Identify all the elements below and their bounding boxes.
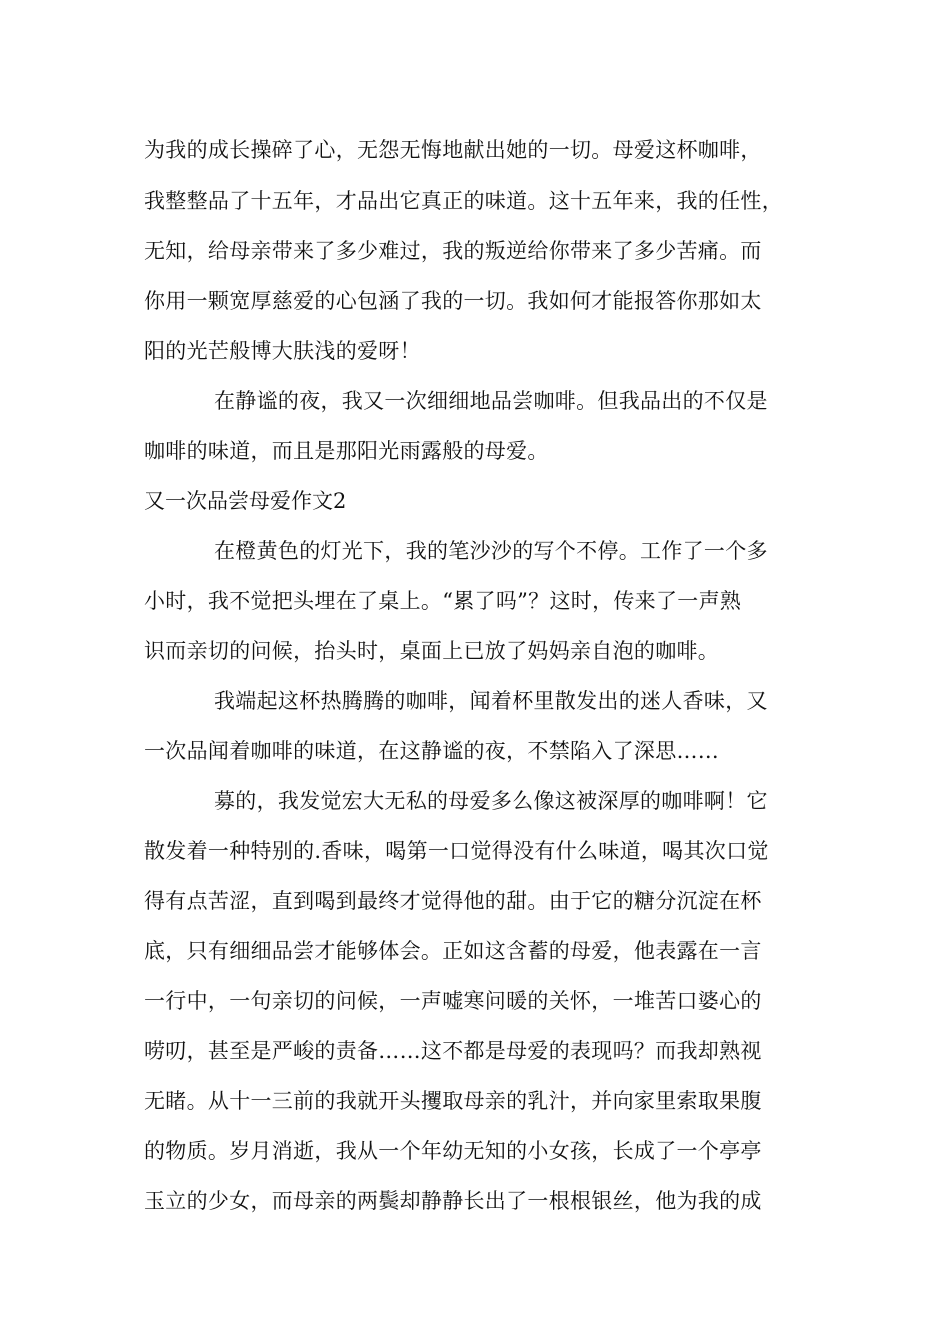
text-line: 底，只有细细品尝才能够体会。正如这含蓄的母爱，他表露在一言 [144,939,762,963]
paragraph-first-line: 我端起这杯热腾腾的咖啡，闻着杯里散发出的迷人香味，又 [214,689,768,713]
text-line: 无知，给母亲带来了多少难过，我的叛逆给你带来了多少苦痛。而 [144,239,762,263]
text-line: 散发着一种特别的.香味，喝第一口觉得没有什么味道，喝其次口觉 [144,839,769,863]
text-line: 我整整品了十五年，才品出它真正的味道。这十五年来，我的任性， [144,189,783,213]
paragraph-first-line: 募的，我发觉宏大无私的母爱多么像这被深厚的咖啡啊！它 [214,789,768,813]
text-line: 得有点苦涩，直到喝到最终才觉得他的甜。由于它的糖分沉淀在杯 [144,889,762,913]
text-line: 咖啡的味道，而且是那阳光雨露般的母爱。 [144,439,549,463]
section-heading: 又一次品尝母爱作文2 [144,489,347,513]
paragraph-first-line: 在静谧的夜，我又一次细细地品尝咖啡。但我品出的不仅是 [214,389,768,413]
paragraph-first-line: 在橙黄色的灯光下，我的笔沙沙的写个不停。工作了一个多 [214,539,768,563]
text-line: 一行中，一句亲切的问候，一声嘘寒问暖的关怀，一堆苦口婆心的 [144,989,762,1013]
text-line: 玉立的少女，而母亲的两鬓却静静长出了一根根银丝，他为我的成 [144,1189,762,1213]
text-line: 你用一颗宽厚慈爱的心包涵了我的一切。我如何才能报答你那如太 [144,289,762,313]
text-line: 无睹。从十一三前的我就开头攫取母亲的乳汁，并向家里索取果腹 [144,1089,762,1113]
text-line: 一次品闻着咖啡的味道，在这静谧的夜，不禁陷入了深思…… [144,739,720,763]
text-line: 的物质。岁月消逝，我从一个年幼无知的小女孩，长成了一个亭亭 [144,1139,762,1163]
text-line: 小时，我不觉把头埋在了桌上。“累了吗”？这时，传来了一声熟 [144,589,742,613]
text-line: 识而亲切的问候，抬头时，桌面上已放了妈妈亲自泡的咖啡。 [144,639,720,663]
text-line: 阳的光芒般博大肤浅的爱呀！ [144,339,421,363]
text-line: 为我的成长操碎了心，无怨无悔地献出她的一切。母爱这杯咖啡， [144,138,762,162]
text-line: 唠叨，甚至是严峻的责备……这不都是母爱的表现吗？而我却熟视 [144,1039,762,1063]
